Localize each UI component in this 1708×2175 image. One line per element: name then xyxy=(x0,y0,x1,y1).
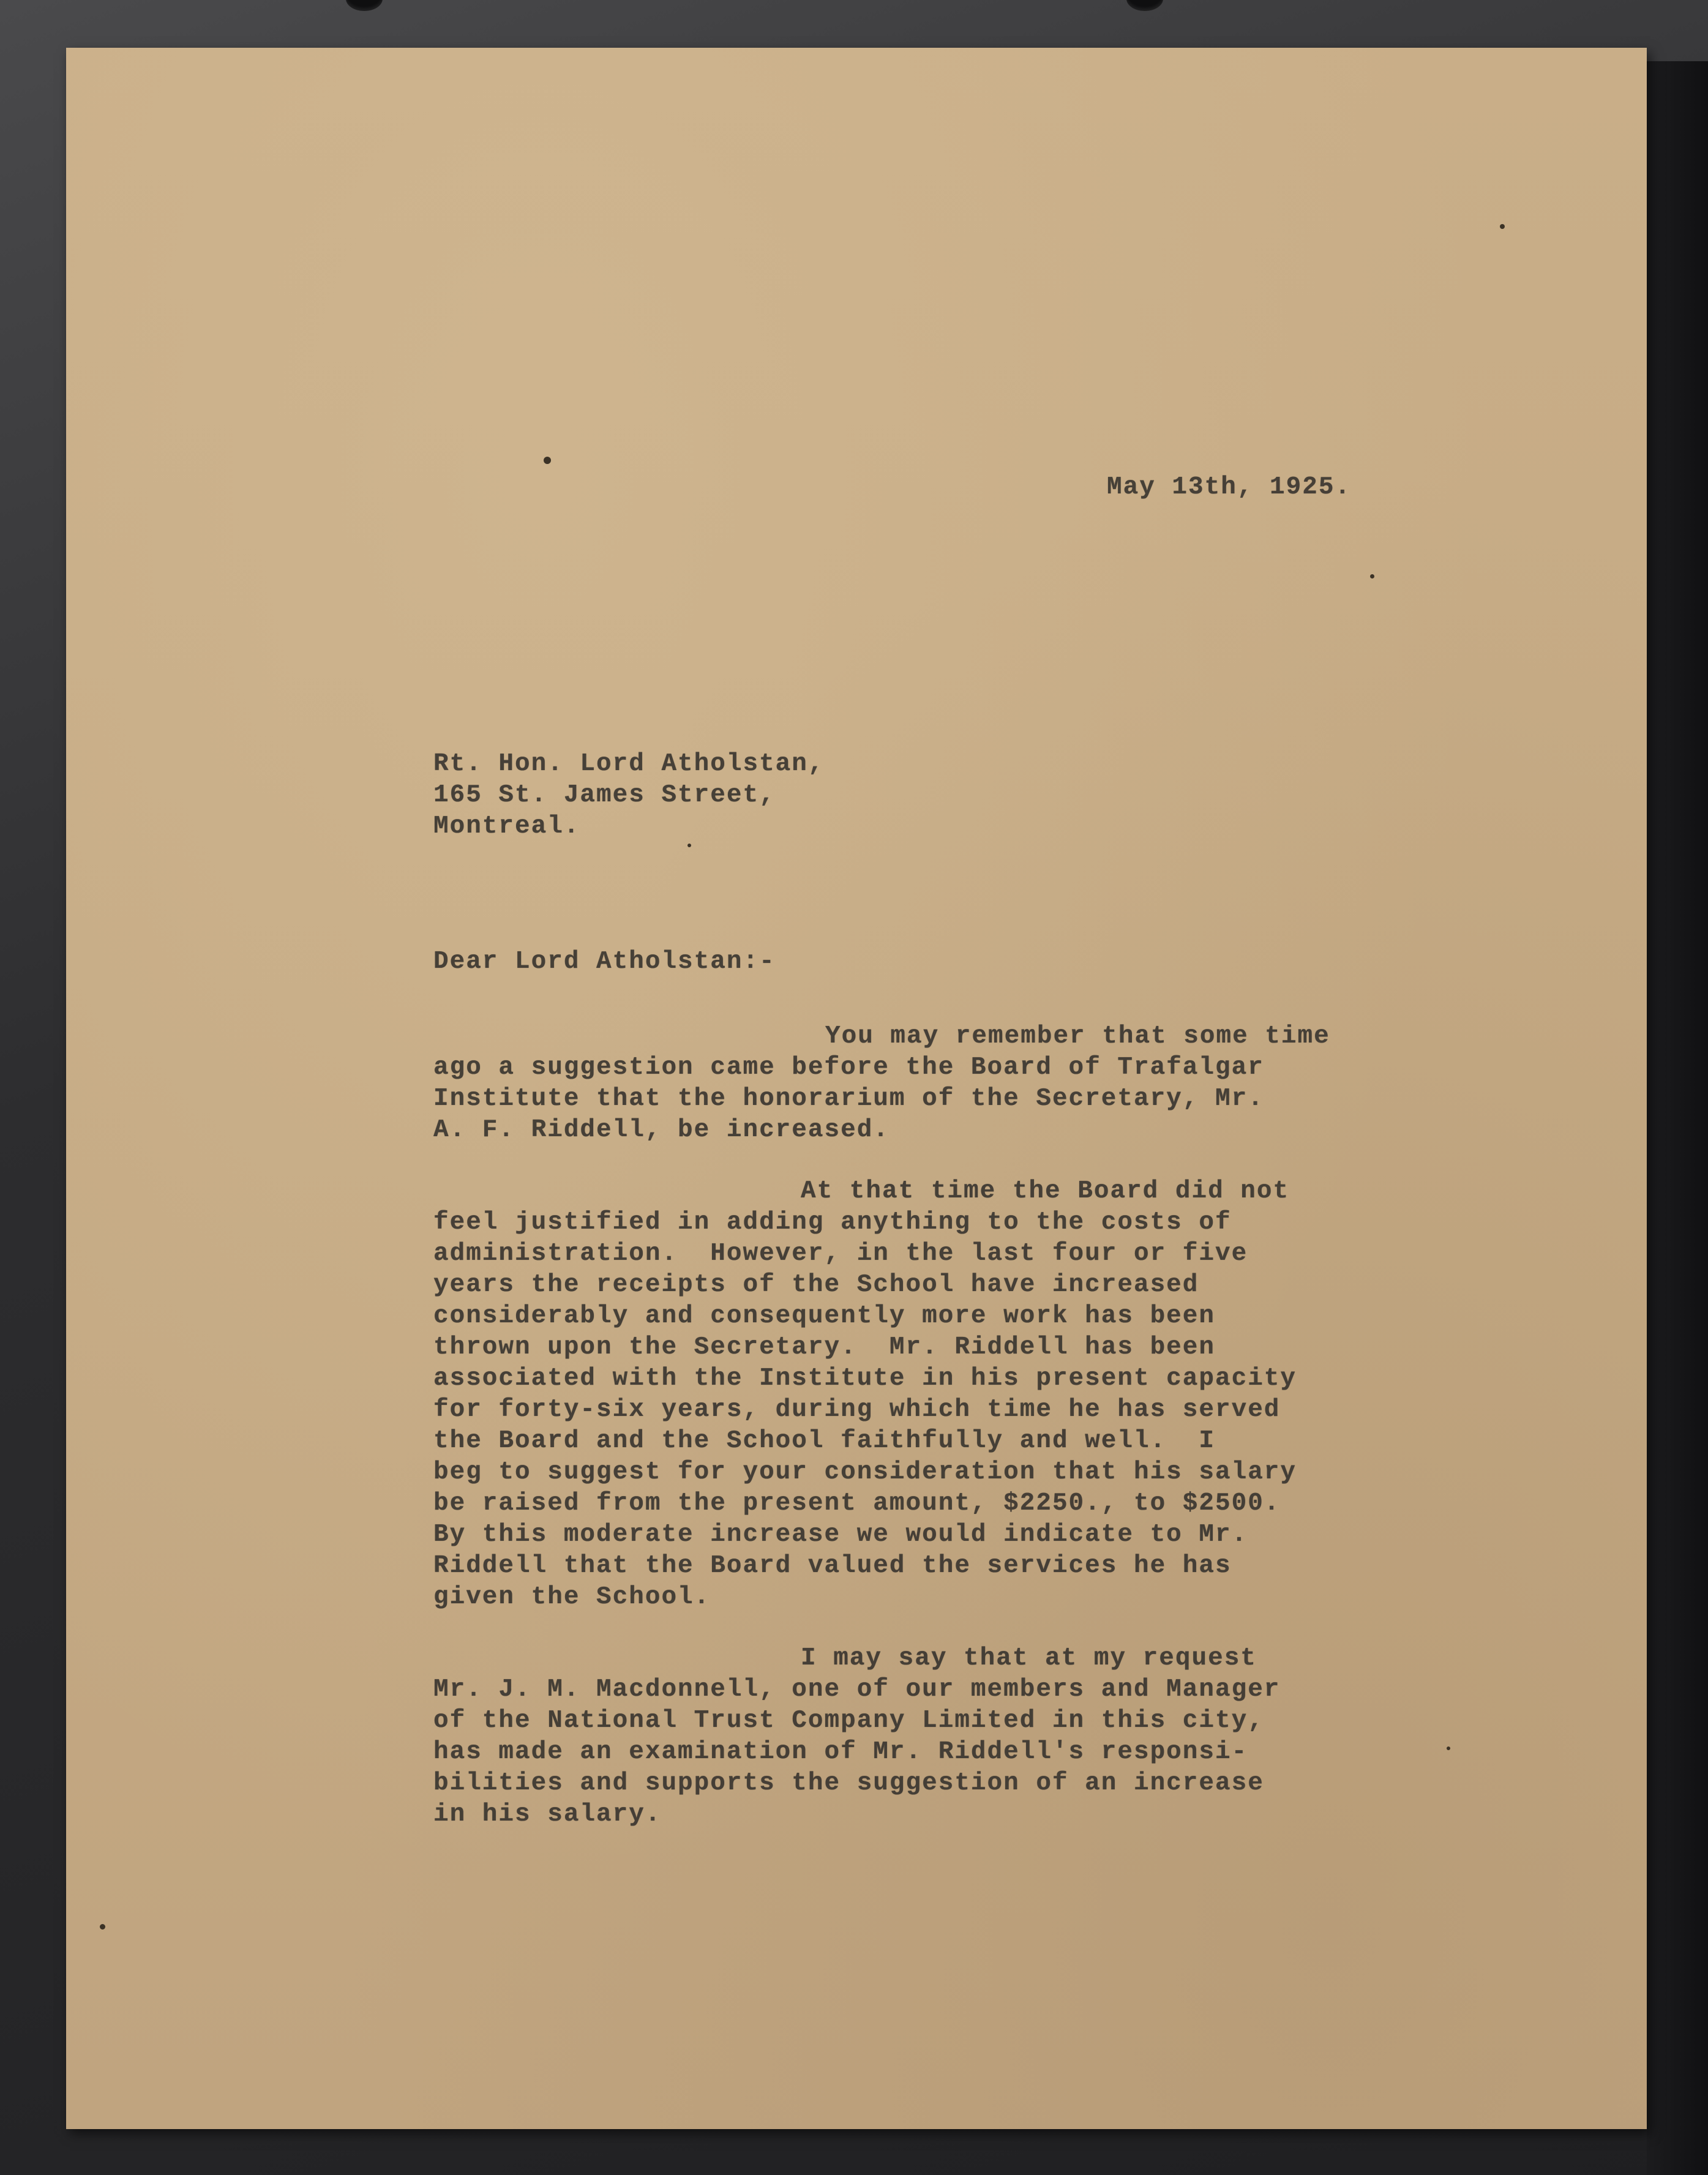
backdrop-shadow xyxy=(1647,61,1708,2175)
paragraph-line: be raised from the present amount, $2250., to $2500. xyxy=(433,1489,1281,1518)
recipient-line: 165 St. James Street, xyxy=(433,781,776,809)
salutation: Dear Lord Atholstan:- xyxy=(433,948,776,976)
paragraph-line: beg to suggest for your consideration that his salary xyxy=(433,1458,1297,1486)
recipient-line: Rt. Hon. Lord Atholstan, xyxy=(433,750,825,778)
paragraph-line: By this moderate increase we would indicate to Mr. xyxy=(433,1521,1248,1549)
paragraph-line: At that time the Board did not xyxy=(801,1177,1290,1205)
paragraph-line: considerably and consequently more work has been xyxy=(433,1302,1215,1330)
paragraph-line: You may remember that some time xyxy=(825,1022,1330,1050)
paragraph-line: of the National Trust Company Limited in this city, xyxy=(433,1707,1264,1735)
paper-speck xyxy=(544,457,551,464)
paragraph-line: thrown upon the Secretary. Mr. Riddell has been xyxy=(433,1333,1215,1361)
paragraph-line: the Board and the School faithfully and well. I xyxy=(433,1427,1215,1455)
paper-speck xyxy=(687,844,691,847)
paragraph-line: Mr. J. M. Macdonnell, one of our members and Manager xyxy=(433,1675,1281,1704)
paper-speck xyxy=(1447,1746,1450,1750)
paragraph-line: Riddell that the Board valued the services he has xyxy=(433,1552,1232,1580)
paragraph-line: bilities and supports the suggestion of an increase xyxy=(433,1769,1264,1797)
recipient-line: Montreal. xyxy=(433,812,580,840)
paragraph-line: given the School. xyxy=(433,1583,711,1611)
paragraph-line: associated with the Institute in his present capacity xyxy=(433,1365,1297,1393)
paper-speck xyxy=(100,1924,105,1930)
paragraph-line: has made an examination of Mr. Riddell's responsi- xyxy=(433,1738,1248,1766)
paragraph-line: administration. However, in the last four or five xyxy=(433,1240,1248,1268)
paper-speck xyxy=(1370,574,1374,578)
paragraph-line: ago a suggestion came before the Board of Trafalgar xyxy=(433,1054,1264,1082)
paragraph-line: I may say that at my request xyxy=(801,1644,1257,1672)
paper-speck xyxy=(1500,224,1505,229)
letter-date: May 13th, 1925. xyxy=(1107,473,1352,501)
binder-hole-left xyxy=(346,0,383,11)
binder-hole-right xyxy=(1126,0,1163,11)
paragraph-line: feel justified in adding anything to the costs of xyxy=(433,1208,1232,1237)
letter-page xyxy=(66,48,1647,2129)
paragraph-line: in his salary. xyxy=(433,1800,662,1829)
paragraph-line: years the receipts of the School have increased xyxy=(433,1271,1199,1299)
paragraph-line: A. F. Riddell, be increased. xyxy=(433,1116,890,1144)
paragraph-line: Institute that the honorarium of the Secretary, Mr. xyxy=(433,1085,1264,1113)
paragraph-line: for forty-six years, during which time he has served xyxy=(433,1396,1281,1424)
